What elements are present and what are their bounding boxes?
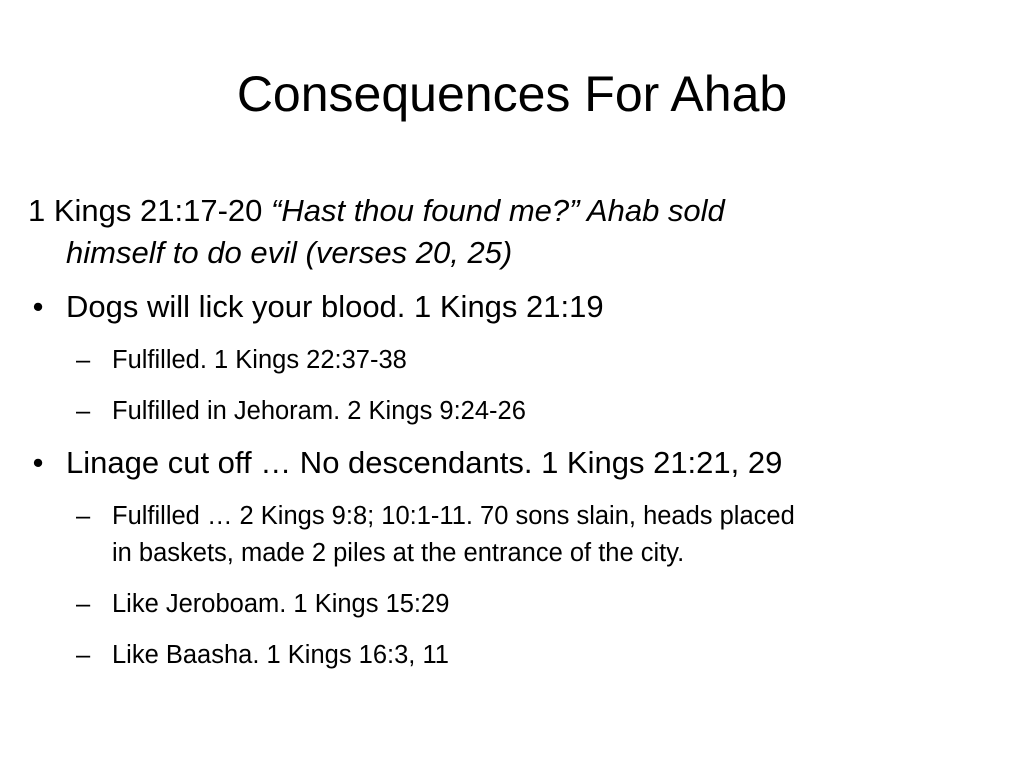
lead-paragraph	[28, 190, 1008, 274]
sub-point-jeroboam	[28, 586, 1008, 623]
dash-icon: –	[76, 346, 91, 374]
bullet-point-dogs	[28, 286, 1008, 328]
lead-quote: “Hast thou found me?” Ahab sold	[271, 193, 725, 228]
sub-point-text: Fulfilled in Jehoram. 2 Kings 9:24-26	[112, 397, 526, 425]
sub-point-fulfilled	[28, 342, 1008, 379]
dash-icon: –	[76, 641, 91, 669]
slide-body	[28, 190, 1008, 674]
sub-point-sons-slain	[28, 498, 1008, 572]
slide-title: Consequences For Ahab	[236, 66, 788, 122]
sub-point-jehoram	[28, 393, 1008, 430]
bullet-point-linage	[28, 442, 1008, 484]
bullet-text: Dogs will lick your blood. 1 Kings 21:19	[66, 289, 604, 324]
sub-point-text-line2: in baskets, made 2 piles at the entrance of the city.	[112, 539, 685, 567]
lead-reference: 1 Kings 21:17-20	[28, 193, 272, 228]
sub-point-text: Fulfilled. 1 Kings 22:37-38	[112, 346, 407, 374]
dash-icon: –	[76, 590, 91, 618]
bullet-icon: •	[32, 445, 44, 480]
sub-point-baasha	[28, 637, 1008, 674]
lead-quote-continued: himself to do evil (verses 20, 25)	[66, 235, 513, 270]
dash-icon: –	[76, 397, 91, 425]
sub-point-text: Like Jeroboam. 1 Kings 15:29	[112, 590, 450, 618]
bullet-icon: •	[32, 289, 44, 324]
dash-icon: –	[76, 502, 91, 530]
sub-point-text: Like Baasha. 1 Kings 16:3, 11	[112, 641, 449, 669]
sub-point-text-line1: Fulfilled … 2 Kings 9:8; 10:1-11. 70 sons slain, heads placed	[112, 502, 795, 530]
bullet-text: Linage cut off … No descendants. 1 Kings 21:21, 29	[66, 445, 783, 480]
